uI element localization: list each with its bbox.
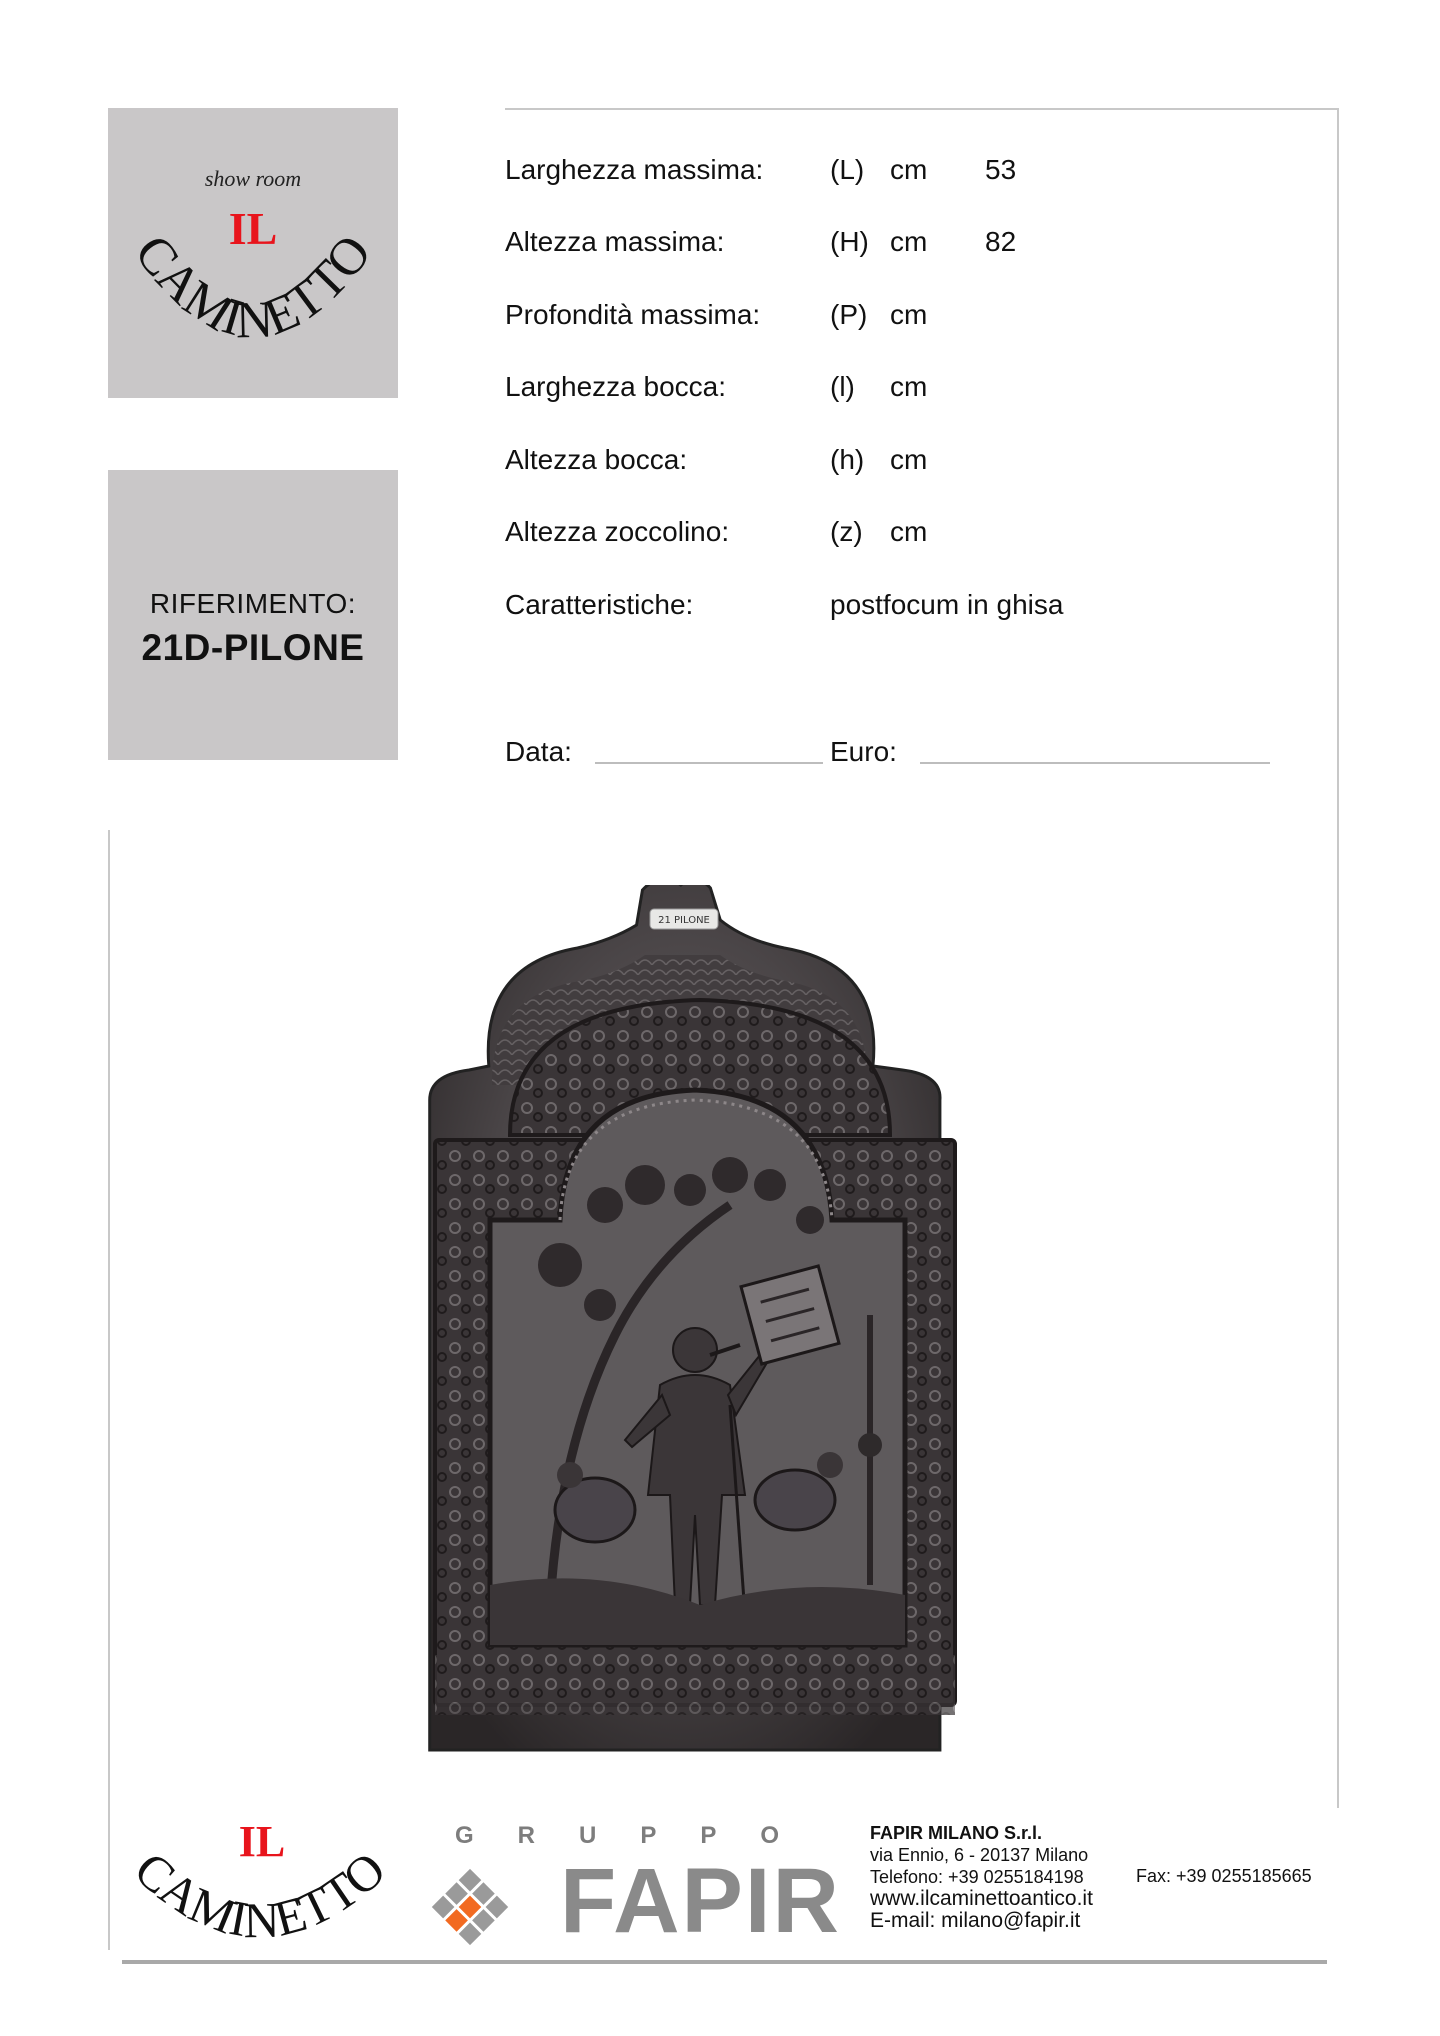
photo-tag-text: 21 PILONE bbox=[658, 915, 710, 926]
frame-left-line bbox=[108, 830, 110, 1950]
spec-code: (L) bbox=[830, 154, 865, 185]
spec-value: 82 bbox=[985, 226, 1017, 257]
euro-field[interactable] bbox=[920, 762, 1270, 764]
footer-il-caminetto-logo bbox=[110, 1812, 410, 1962]
spec-label: Larghezza massima: bbox=[505, 154, 764, 185]
gruppo-text: GRUPPO bbox=[455, 1822, 824, 1849]
footer-il-text: IL bbox=[238, 1817, 286, 1866]
euro-label: Euro: bbox=[830, 736, 897, 767]
spec-label: Larghezza bocca: bbox=[505, 371, 727, 402]
spec-code: (z) bbox=[830, 516, 863, 547]
spec-code: (l) bbox=[830, 371, 855, 402]
logo-caminetto-text: CAMINETTO bbox=[123, 224, 383, 350]
spec-code: (P) bbox=[830, 299, 868, 330]
spec-value: 53 bbox=[985, 154, 1017, 185]
reference-code: 21D-PILONE bbox=[141, 627, 365, 668]
spec-label: Altezza massima: bbox=[505, 226, 725, 257]
spec-unit: cm bbox=[890, 154, 928, 185]
logo-box bbox=[108, 108, 398, 398]
fapir-diamond-icon bbox=[425, 1862, 515, 1952]
il-caminetto-logo bbox=[108, 108, 398, 398]
spec-code: (h) bbox=[830, 444, 865, 475]
frame-right-line bbox=[1337, 108, 1339, 1808]
spec-unit: cm bbox=[890, 299, 928, 330]
contact-block bbox=[870, 1822, 1093, 1932]
spec-label: Profondità massima: bbox=[505, 299, 761, 330]
showroom-text: show room bbox=[204, 166, 302, 191]
reference-box bbox=[108, 470, 398, 760]
company-address: via Ennio, 6 - 20137 Milano bbox=[870, 1845, 1089, 1865]
company-fax: Fax: +39 0255185665 bbox=[1136, 1866, 1312, 1886]
company-phone: Telefono: +39 0255184198 bbox=[870, 1867, 1084, 1887]
fapir-wordmark: FAPIR bbox=[560, 1850, 841, 1952]
spec-label: Altezza zoccolino: bbox=[505, 516, 730, 547]
spec-unit: cm bbox=[890, 226, 928, 257]
footer-caminetto-text: CAMINETTO bbox=[124, 1840, 396, 1949]
company-name: FAPIR MILANO S.r.l. bbox=[870, 1823, 1043, 1843]
company-email-link[interactable]: E-mail: milano@fapir.it bbox=[870, 1909, 1081, 1932]
fireback-photo bbox=[400, 885, 1000, 1755]
spec-unit: cm bbox=[890, 371, 928, 402]
date-field[interactable] bbox=[595, 762, 823, 764]
reference-label: RIFERIMENTO: bbox=[149, 588, 357, 619]
spec-unit: cm bbox=[890, 516, 928, 547]
frame-top-line bbox=[505, 108, 1337, 110]
features-value: postfocum in ghisa bbox=[830, 589, 1064, 620]
logo-il-text: IL bbox=[228, 203, 278, 254]
features-label: Caratteristiche: bbox=[505, 589, 694, 620]
company-website-link[interactable]: www.ilcaminettoantico.it bbox=[870, 1887, 1093, 1910]
spec-code: (H) bbox=[830, 226, 869, 257]
spec-label: Altezza bocca: bbox=[505, 444, 688, 475]
date-label: Data: bbox=[505, 736, 572, 767]
spec-unit: cm bbox=[890, 444, 928, 475]
